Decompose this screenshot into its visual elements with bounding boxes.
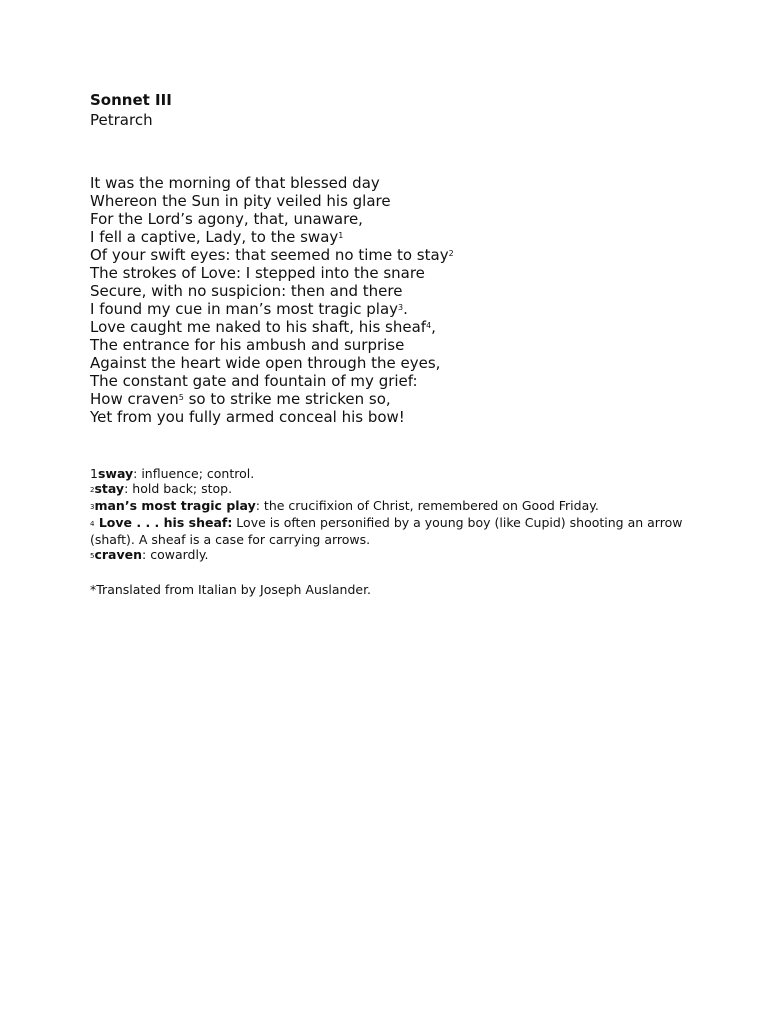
footnote bbox=[90, 481, 710, 498]
poem-line bbox=[90, 246, 710, 264]
poem-line-text: Yet from you fully armed conceal his bow! bbox=[90, 408, 405, 426]
footnote-definition: : influence; control. bbox=[133, 466, 255, 481]
footnote-number: 3 bbox=[90, 503, 95, 511]
poem-line-text: The constant gate and fountain of my grief: bbox=[90, 372, 418, 390]
poem-body bbox=[90, 174, 710, 426]
poem-line-text: Of your swift eyes: that seemed no time to stay bbox=[90, 246, 449, 264]
footnote-term: man’s most tragic play bbox=[94, 498, 256, 513]
poem-line bbox=[90, 408, 710, 426]
poem-line-text-after: , bbox=[431, 318, 436, 336]
footnote bbox=[90, 466, 710, 481]
footnote-marker: 2 bbox=[448, 249, 454, 258]
poem-line bbox=[90, 372, 710, 390]
footnote-definition: Love is often personified by a young boy (like Cupid) shooting an arrow (shaft). A sheaf is a case for carrying arrows. bbox=[90, 515, 683, 547]
footnote-marker: 4 bbox=[426, 321, 432, 330]
footnote bbox=[90, 515, 710, 547]
footnote-term: stay bbox=[94, 481, 125, 496]
poem-line bbox=[90, 192, 710, 210]
poem-line-text: The strokes of Love: I stepped into the snare bbox=[90, 264, 425, 282]
footnote bbox=[90, 547, 710, 564]
footnote-definition: : hold back; stop. bbox=[124, 481, 233, 496]
footnote-marker: 3 bbox=[398, 303, 404, 312]
poem-line-text: Whereon the Sun in pity veiled his glare bbox=[90, 192, 391, 210]
footnote-number: 5 bbox=[90, 552, 95, 560]
poem-line-text: Love caught me naked to his shaft, his sheaf bbox=[90, 318, 427, 336]
footnote-marker: 1 bbox=[338, 231, 344, 240]
poem-author: Petrarch bbox=[90, 111, 153, 129]
poem-line bbox=[90, 282, 710, 300]
poem-line bbox=[90, 228, 710, 246]
footnote-term: craven bbox=[94, 547, 143, 562]
poem-title: Sonnet III bbox=[90, 91, 172, 109]
poem-line bbox=[90, 300, 710, 318]
footnotes bbox=[90, 466, 710, 564]
poem-line bbox=[90, 318, 710, 336]
footnote-definition: : cowardly. bbox=[142, 547, 209, 562]
poem-line-text: How craven bbox=[90, 390, 179, 408]
poem-line bbox=[90, 336, 710, 354]
poem-line bbox=[90, 210, 710, 228]
poem-line bbox=[90, 264, 710, 282]
poem-line-text-after: . bbox=[403, 300, 408, 318]
footnote-term: sway bbox=[97, 466, 134, 481]
footnote-definition: : the crucifixion of Christ, remembered on Good Friday. bbox=[255, 498, 599, 513]
poem-line-text: I fell a captive, Lady, to the sway bbox=[90, 228, 339, 246]
poem-line bbox=[90, 390, 710, 408]
translation-note: *Translated from Italian by Joseph Auslander. bbox=[90, 582, 372, 597]
footnote-term: Love . . . his sheaf: bbox=[94, 515, 233, 530]
poem-line-text: It was the morning of that blessed day bbox=[90, 174, 380, 192]
poem-line-text: For the Lord’s agony, that, unaware, bbox=[90, 210, 363, 228]
poem-line bbox=[90, 354, 710, 372]
footnote-marker: 5 bbox=[178, 393, 184, 402]
footnote-number: 1 bbox=[90, 466, 98, 481]
footnote-number: 4 bbox=[90, 520, 95, 528]
footnote-number: 2 bbox=[90, 486, 95, 494]
footnote bbox=[90, 498, 710, 515]
document-page bbox=[90, 90, 710, 597]
poem-line bbox=[90, 174, 710, 192]
poem-line-text: Against the heart wide open through the eyes, bbox=[90, 354, 441, 372]
poem-line-text: The entrance for his ambush and surprise bbox=[90, 336, 405, 354]
poem-line-text-after: so to strike me stricken so, bbox=[183, 390, 391, 408]
poem-line-text: I found my cue in man’s most tragic play bbox=[90, 300, 399, 318]
poem-line-text: Secure, with no suspicion: then and there bbox=[90, 282, 403, 300]
